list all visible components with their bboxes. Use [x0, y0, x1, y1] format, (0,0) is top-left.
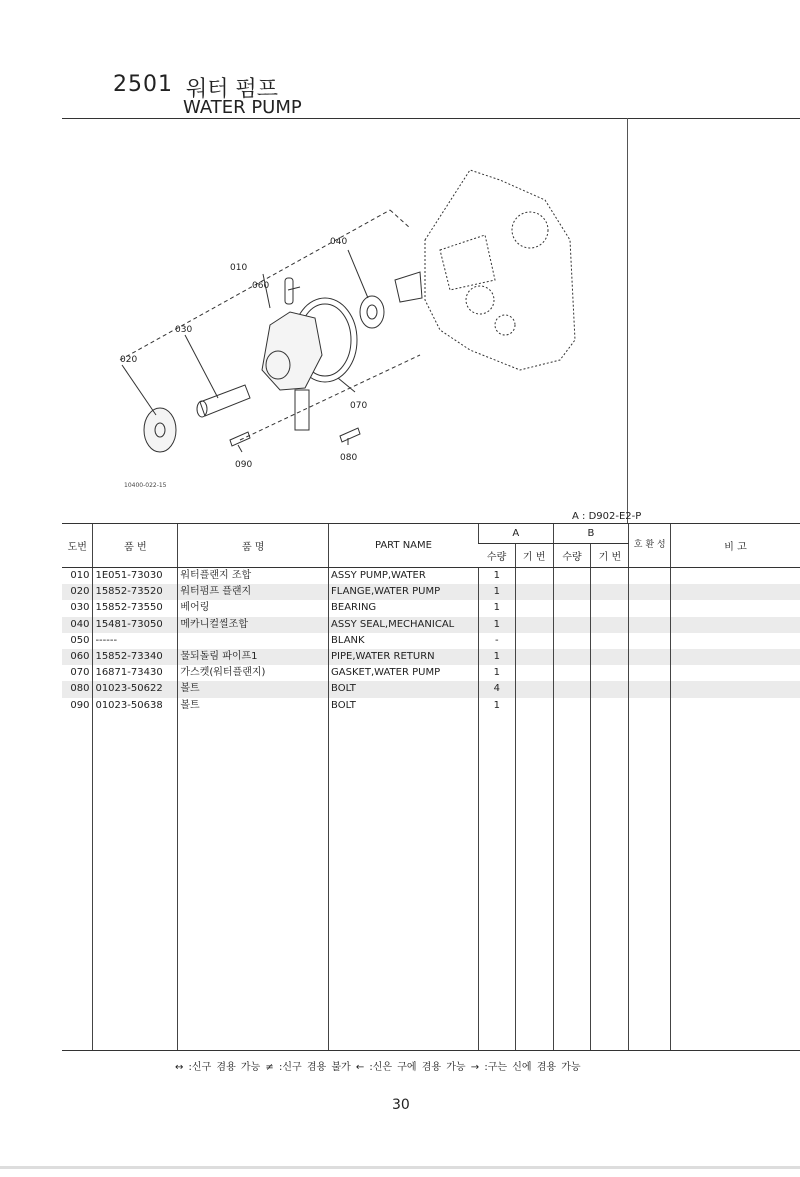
row-no: 080	[62, 681, 93, 697]
row-no: 070	[70, 667, 90, 679]
row-part-no: 01023-50622	[93, 681, 178, 697]
row-name-ko: 볼트	[178, 698, 329, 714]
table-row	[62, 633, 800, 649]
row-qty: 1	[478, 584, 515, 600]
row-part-no: 15852-73520	[93, 584, 178, 600]
header-rule	[62, 118, 800, 119]
table-row	[62, 665, 800, 681]
bearing-shaft	[200, 385, 250, 416]
row-no: 040	[62, 617, 93, 633]
header-remarks: 비 고	[671, 524, 800, 568]
row-no: 010	[70, 570, 90, 582]
table-row	[62, 681, 800, 697]
row-qty: -	[478, 633, 515, 649]
header-b-qty: 수량	[553, 544, 591, 568]
row-name-ko: 볼트	[178, 681, 329, 697]
page-number: 30	[392, 1097, 410, 1113]
row-name-en: PIPE,WATER RETURN	[329, 649, 479, 665]
row-part-no: 15852-73340	[93, 649, 178, 665]
row-qty: 1	[478, 649, 515, 665]
row-qty: 4	[478, 681, 515, 697]
row-name-en: ASSY SEAL,MECHANICAL	[329, 617, 479, 633]
header-compat: 호 환 성	[629, 524, 671, 568]
callout-070: 070	[350, 401, 368, 411]
row-part-no: 01023-50638	[93, 698, 178, 714]
header-name-ko: 품 명	[178, 524, 329, 568]
drawing-code: 10400-022-15	[124, 482, 167, 489]
row-part-no: 1E051-73030	[93, 568, 178, 585]
row-qty: 1	[478, 698, 515, 714]
row-qty: 1	[478, 665, 515, 681]
header-part-no: 품 번	[93, 524, 178, 568]
row-name-ko: 워터플랜지 조합	[178, 568, 329, 585]
callout-030: 030	[175, 325, 193, 335]
header-a-base: 기 번	[515, 544, 553, 568]
row-name-en: BLANK	[329, 633, 479, 649]
row-no: 020	[62, 584, 93, 600]
row-name-en: GASKET,WATER PUMP	[329, 665, 479, 681]
header-no: 도번	[62, 524, 93, 568]
parts-table	[62, 523, 800, 1051]
header-a-qty: 수량	[478, 544, 515, 568]
header-part-name: PART NAME	[329, 524, 479, 568]
table-empty-space	[62, 714, 800, 1051]
header-b-base: 기 번	[591, 544, 629, 568]
engine-block	[425, 170, 575, 370]
table-row	[62, 617, 800, 633]
row-no: 050	[70, 634, 90, 646]
header-group-a: A	[478, 524, 553, 544]
callout-020: 020	[120, 355, 138, 365]
table-row	[62, 568, 800, 585]
pump-flange	[144, 408, 176, 452]
callout-040: 040	[330, 237, 348, 247]
water-return-pipe	[285, 278, 293, 304]
pump-housing	[262, 312, 322, 390]
callout-010: 010	[230, 263, 248, 273]
row-qty: 1	[478, 568, 515, 585]
mechanical-seal	[360, 296, 384, 328]
bolt-080	[340, 428, 360, 442]
exploded-diagram	[100, 140, 600, 480]
row-no: 090	[70, 699, 90, 711]
row-name-en: FLANGE,WATER PUMP	[329, 584, 479, 600]
row-name-ko	[178, 633, 329, 649]
row-name-en: BOLT	[329, 681, 479, 697]
diagram-right-rule	[627, 118, 628, 523]
reference-code: A : D902-E2-P	[572, 511, 642, 522]
section-title-english: WATER PUMP	[183, 97, 302, 118]
row-no: 060	[62, 649, 93, 665]
table-row	[62, 649, 800, 665]
row-name-ko: 가스켓(워터플랜지)	[178, 665, 329, 681]
row-name-ko: 워터펌프 플랜지	[178, 584, 329, 600]
section-title-korean: 워터 펌프	[186, 77, 279, 102]
row-name-ko: 물되돌림 파이프1	[178, 649, 329, 665]
table-row	[62, 698, 800, 714]
section-code: 2501	[113, 72, 173, 97]
row-part-no: ------	[93, 633, 178, 649]
row-name-en: BOLT	[329, 698, 479, 714]
callout-080: 080	[340, 453, 358, 463]
row-part-no: 16871-73430	[93, 665, 178, 681]
row-name-ko: 메카니컬씰조합	[178, 617, 329, 633]
row-part-no: 15481-73050	[93, 617, 178, 633]
header-group-b: B	[553, 524, 629, 544]
row-name-ko: 베어링	[178, 600, 329, 616]
bolt-090	[230, 432, 250, 446]
table-row	[62, 584, 800, 600]
row-no: 030	[70, 602, 90, 614]
table-row	[62, 600, 800, 616]
row-name-en: ASSY PUMP,WATER	[329, 568, 479, 585]
row-name-en: BEARING	[329, 600, 479, 616]
row-qty: 1	[478, 617, 515, 633]
compatibility-legend: ↔ :신구 겸용 가능 ≠ :신구 겸용 불가 ← :신은 구에 겸용 가능 → :구는 신에 겸용 가능	[175, 1062, 581, 1073]
callout-060: 060	[252, 281, 270, 291]
callout-090: 090	[235, 460, 253, 470]
row-qty: 1	[478, 600, 515, 616]
row-part-no: 15852-73550	[93, 600, 178, 616]
scan-edge	[0, 1166, 800, 1169]
